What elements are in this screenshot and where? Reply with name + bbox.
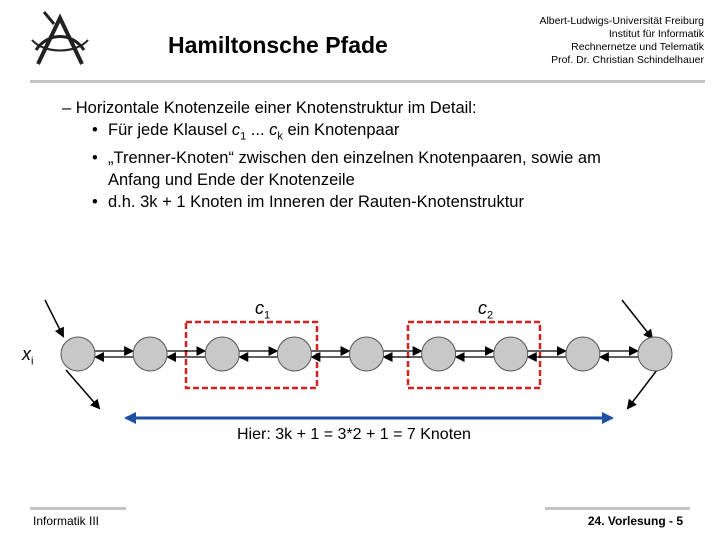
graph-node bbox=[277, 337, 311, 371]
list-item: • Für jede Klausel $c_1$ ... $c_k$ ein Knotenpaar bbox=[92, 121, 400, 143]
clause-label-c2: $c_2$ bbox=[478, 298, 494, 322]
bullet-icon: • bbox=[92, 149, 98, 168]
heading-bullet: – Horizontale Knotenzeile einer Knotenstruktur im Detail: bbox=[62, 99, 477, 117]
row-label-xi: $x_i$ bbox=[22, 344, 34, 368]
institution-line: Institut für Informatik bbox=[608, 28, 704, 40]
footer-lecture: 24. Vorlesung - 5 bbox=[587, 514, 683, 528]
graph-node bbox=[350, 337, 384, 371]
clause-label-c1: $c_1$ bbox=[255, 298, 271, 322]
institution-line: Albert-Ludwigs-Universität Freiburg bbox=[539, 15, 704, 27]
graph-node bbox=[638, 337, 672, 371]
bullet-icon: • bbox=[92, 193, 98, 212]
list-item: • „Trenner-Knoten“ zwischen den einzelnen Knotenpaaren, sowie am bbox=[92, 149, 601, 168]
institution-line: Rechnernetze und Telematik bbox=[571, 41, 704, 53]
footer-divider-left bbox=[30, 507, 126, 510]
bullet-icon: • bbox=[92, 121, 98, 139]
page-title: Hamiltonsche Pfade bbox=[168, 32, 388, 58]
outgoing-arrow-right bbox=[628, 370, 657, 408]
footer-course: Informatik III bbox=[33, 514, 100, 528]
incoming-arrow-left bbox=[45, 300, 63, 336]
node-count-caption: Hier: 3k + 1 = 3*2 + 1 = 7 Knoten bbox=[237, 426, 471, 443]
graph-node bbox=[422, 337, 456, 371]
graph-node bbox=[494, 337, 528, 371]
institution-line: Prof. Dr. Christian Schindelhauer bbox=[551, 54, 704, 66]
graph-node bbox=[205, 337, 239, 371]
graph-node bbox=[61, 337, 95, 371]
outgoing-arrow-left bbox=[66, 370, 99, 408]
graph-node bbox=[133, 337, 167, 371]
graph-node bbox=[566, 337, 600, 371]
list-item: • d.h. 3k + 1 Knoten im Inneren der Rauten-Knotenstruktur bbox=[92, 193, 524, 212]
list-item-continuation: Anfang und Ende der Knotenzeile bbox=[108, 171, 355, 190]
incoming-arrow-right bbox=[622, 300, 652, 338]
footer-divider-right bbox=[545, 507, 690, 510]
